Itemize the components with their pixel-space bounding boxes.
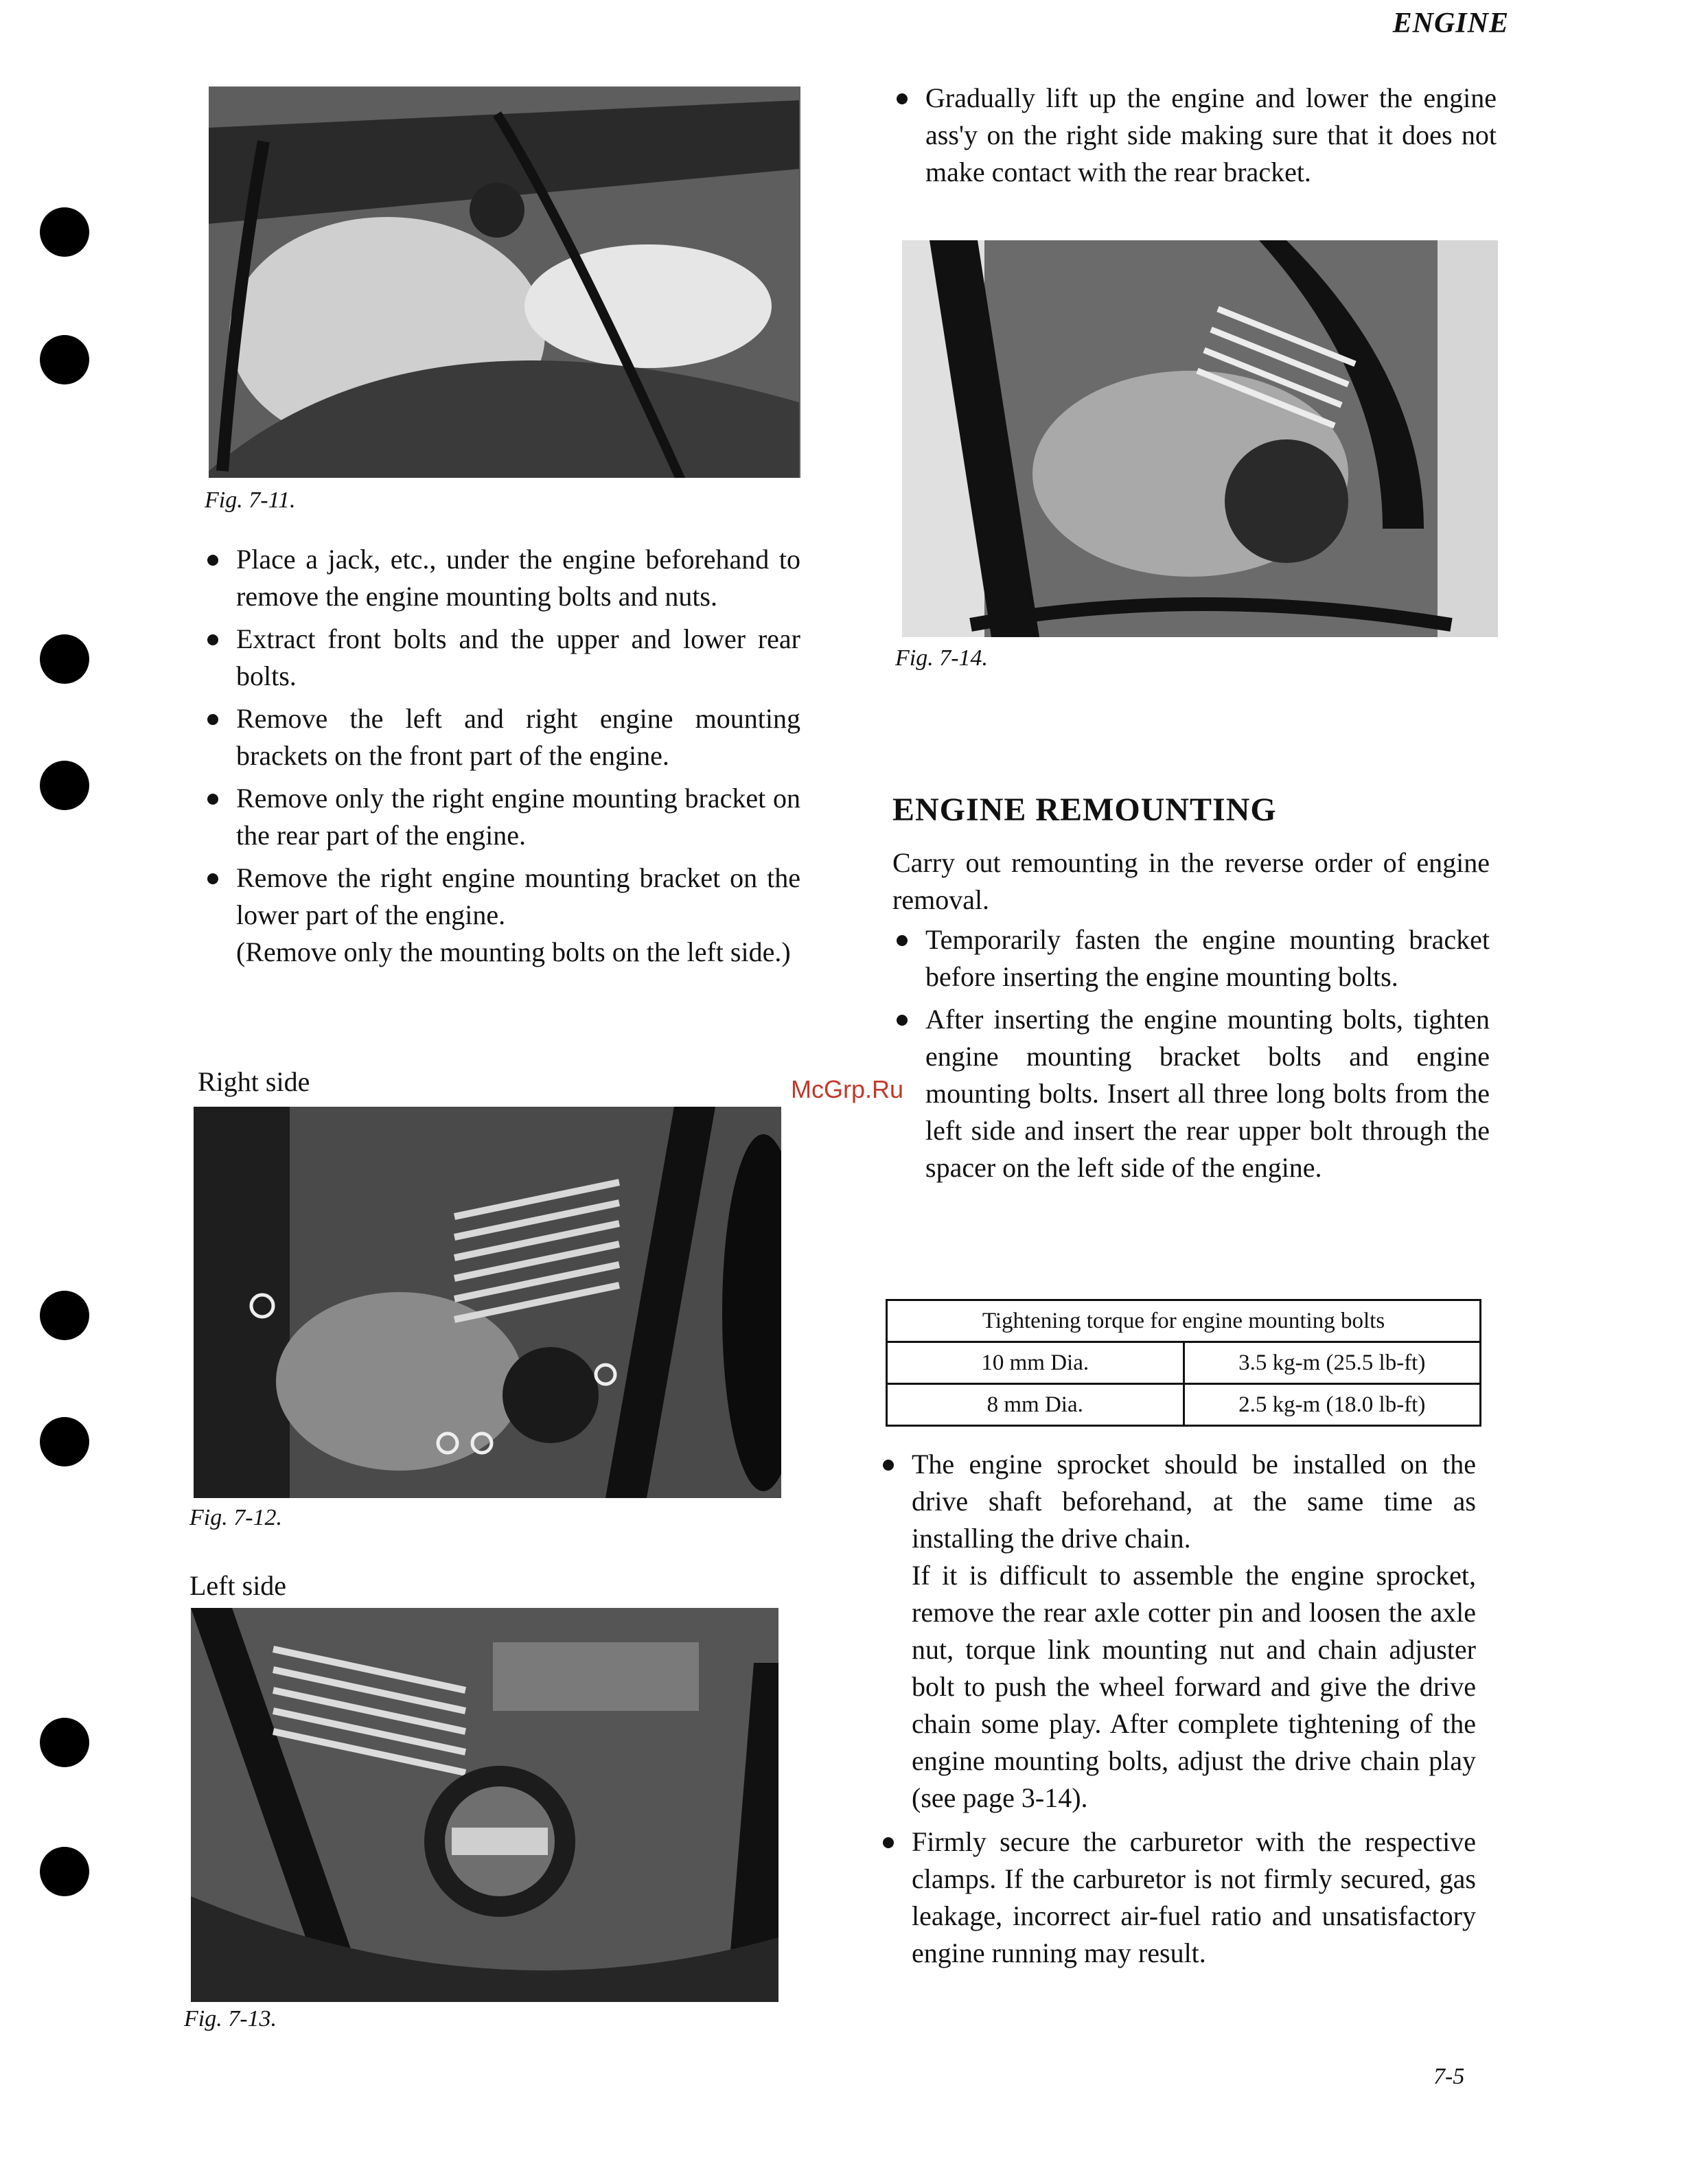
remounting-notes [879,1446,1476,1977]
list-item: Extract front bolts and the upper and lower rear bolts. [203,621,800,695]
list-item: Gradually lift up the engine and lower the engine ass'y on the right side making sure that it does not make contact with the rear bracket. [892,80,1497,191]
torque-value-cell: 3.5 kg-m (25.5 lb-ft) [1184,1342,1481,1384]
engine-photo-fig-7-12 [194,1107,781,1498]
table-row [887,1384,1481,1426]
watermark: McGrp.Ru [791,1075,904,1103]
engine-photo-fig-7-14 [902,240,1498,637]
binder-hole [40,634,89,684]
binder-hole [40,1847,89,1896]
binder-hole [40,1417,89,1466]
section-title: ENGINE REMOUNTING [892,792,1277,828]
binder-hole [40,1718,89,1767]
bolt-size-cell: 8 mm Dia. [887,1384,1184,1426]
section-header: ENGINE [1392,8,1509,39]
torque-table-title: Tightening torque for engine mounting bolts [887,1300,1481,1342]
list-item: Remove the left and right engine mounting brackets on the front part of the engine. [203,700,800,774]
remounting-instructions [892,844,1490,1192]
binder-hole [40,207,89,257]
table-row [887,1342,1481,1384]
right-side-label: Right side [198,1066,310,1097]
torque-value-cell: 2.5 kg-m (18.0 lb-ft) [1184,1384,1481,1426]
binder-hole [40,335,89,384]
sprocket-step: The engine sprocket should be installed on the drive shaft beforehand, at the same time as installing the drive chain. [912,1449,1476,1554]
remounting-intro: Carry out remounting in the reverse order of engine removal. [892,847,1490,915]
left-side-label: Left side [189,1570,287,1601]
list-item: Temporarily fasten the engine mounting bracket before inserting the engine mounting bolts. [892,921,1490,996]
page-number: 7-5 [1433,2064,1465,2089]
engine-photo-fig-7-13 [191,1608,778,2002]
lift-engine-step [892,80,1497,196]
torque-table [886,1299,1481,1427]
list-item [879,1446,1476,1817]
figure-caption-7-14: Fig. 7-14. [895,645,989,671]
list-item: Remove only the right engine mounting bracket on the rear part of the engine. [203,780,800,854]
binder-hole [40,761,89,810]
bolt-size-cell: 10 mm Dia. [887,1342,1184,1384]
sprocket-followup: If it is difficult to assemble the engine sprocket, remove the rear axle cotter pin and loosen the axle nut, torque link mounting nut and chain adjuster bolt to push the wheel forward and give the drive chain some play. After complete tightening of the engine mounting bolts, adjust the drive chain play (see page 3-14). [912,1560,1476,1813]
removal-steps [203,541,800,971]
list-item: Remove the right engine mounting bracket on the lower part of the engine. [203,860,800,934]
binder-hole [40,1291,89,1340]
figure-caption-7-11: Fig. 7-11. [205,487,296,513]
engine-photo-fig-7-11 [209,87,800,478]
list-item: After inserting the engine mounting bolts, tighten engine mounting bracket bolts and engine mounting bolts. Insert all three long bolts from the left side and insert the rear upper bolt through the spacer on the left side of the engine. [892,1001,1490,1186]
list-item: Place a jack, etc., under the engine beforehand to remove the engine mounting bolts and nuts. [203,541,800,615]
list-item: Firmly secure the carburetor with the respective clamps. If the carburetor is not firmly secured, gas leakage, incorrect air-fuel ratio and unsatisfactory engine running may result. [879,1823,1476,1972]
removal-note: (Remove only the mounting bolts on the left side.) [236,936,791,967]
figure-caption-7-12: Fig. 7-12. [189,1505,283,1530]
figure-caption-7-13: Fig. 7-13. [184,2006,277,2032]
